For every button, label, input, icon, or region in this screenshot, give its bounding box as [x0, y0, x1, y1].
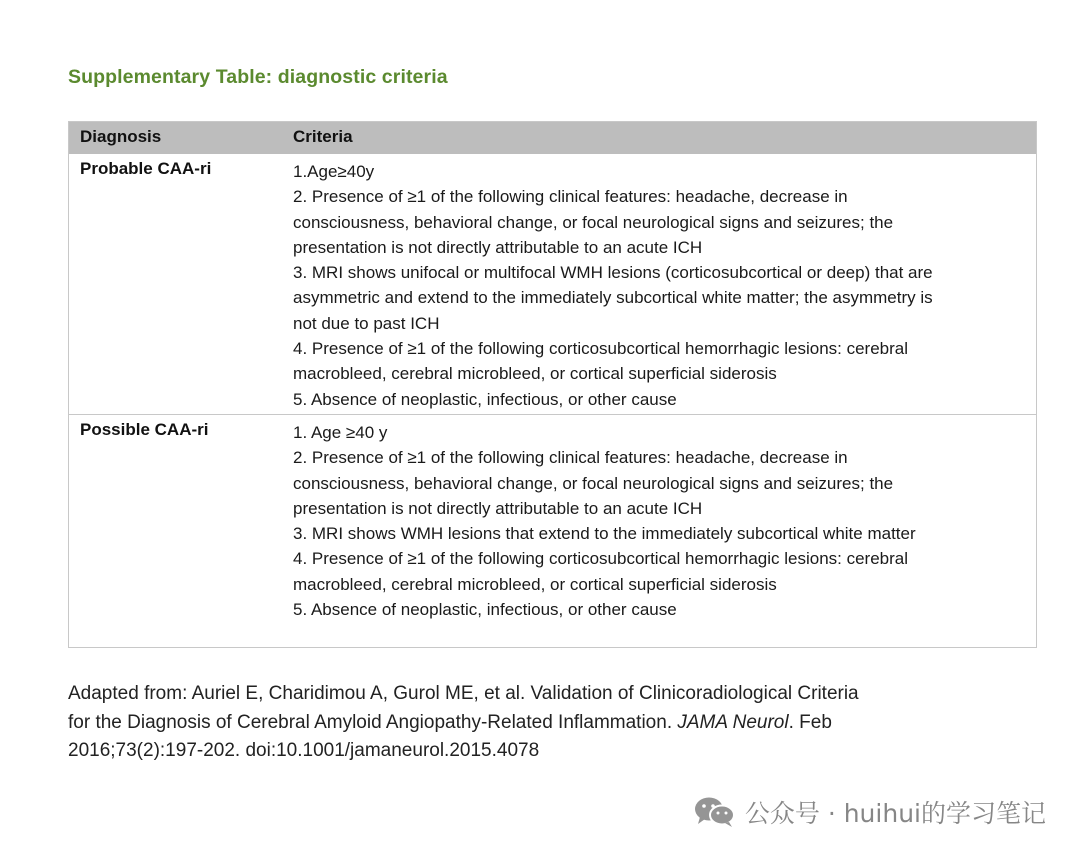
citation-line: Adapted from: Auriel E, Charidimou A, Gurol ME, et al. Validation of Clinicoradiological Criteria: [68, 683, 859, 704]
table-header: [69, 122, 1036, 154]
watermark: [693, 792, 1046, 832]
criteria-line: 5. Absence of neoplastic, infectious, or other cause: [293, 389, 677, 409]
criteria-line: macrobleed, cerebral microbleed, or cortical superficial siderosis: [293, 364, 777, 384]
criteria-line: consciousness, behavioral change, or focal neurological signs and seizures; the: [293, 473, 894, 493]
criteria-line: not due to past ICH: [293, 313, 440, 333]
citation-line: 2016;73(2):197-202. doi:10.1001/jamaneurol.2015.4078: [68, 740, 540, 761]
criteria-line: 1. Age ≥40 y: [293, 423, 388, 442]
journal-name: JAMA Neurol: [677, 711, 789, 733]
criteria-line: 4. Presence of ≥1 of the following corticosubcortical hemorrhagic lesions: cerebral: [293, 549, 909, 569]
criteria-line: macrobleed, cerebral microbleed, or cortical superficial siderosis: [293, 574, 777, 594]
citation-text: . Feb: [788, 711, 832, 733]
citation: [68, 680, 1028, 766]
table-row: [69, 415, 1036, 647]
criteria-line: 5. Absence of neoplastic, infectious, or other cause: [293, 600, 677, 620]
criteria-line: 2. Presence of ≥1 of the following clinical features: headache, decrease in: [293, 187, 848, 207]
watermark-text: 公众号 · huihui的学习笔记: [744, 799, 1046, 828]
table-row: [69, 154, 1036, 415]
criteria-line: presentation is not directly attributable to an acute ICH: [293, 237, 703, 257]
criteria-line: asymmetric and extend to the immediately subcortical white matter; the asymmetry is: [293, 288, 933, 308]
criteria-line: presentation is not directly attributable to an acute ICH: [293, 498, 703, 518]
wechat-icon: [693, 794, 737, 830]
criteria-line: 3. MRI shows unifocal or multifocal WMH lesions (corticosubcortical or deep) that are: [293, 263, 933, 283]
criteria-line: 2. Presence of ≥1 of the following clinical features: headache, decrease in: [293, 448, 848, 468]
criteria-line: 3. MRI shows WMH lesions that extend to the immediately subcortical white matter: [293, 524, 916, 544]
criteria-line: 4. Presence of ≥1 of the following corticosubcortical hemorrhagic lesions: cerebral: [293, 339, 909, 359]
page-title: Supplementary Table: diagnostic criteria: [68, 66, 448, 88]
header-criteria: Criteria: [293, 127, 353, 146]
citation-text: for the Diagnosis of Cerebral Amyloid Angiopathy-Related Inflammation.: [68, 711, 678, 733]
citation-line: [68, 709, 1028, 738]
criteria-cell: [293, 420, 1028, 622]
criteria-line: 1.Age≥40y: [293, 162, 375, 181]
header-diagnosis: Diagnosis: [80, 127, 162, 146]
diagnosis-cell: Probable CAA-ri: [80, 159, 212, 178]
criteria-cell: [293, 159, 1028, 412]
diagnosis-cell: Possible CAA-ri: [80, 420, 209, 439]
criteria-table: [68, 121, 1037, 648]
criteria-line: consciousness, behavioral change, or focal neurological signs and seizures; the: [293, 212, 894, 232]
